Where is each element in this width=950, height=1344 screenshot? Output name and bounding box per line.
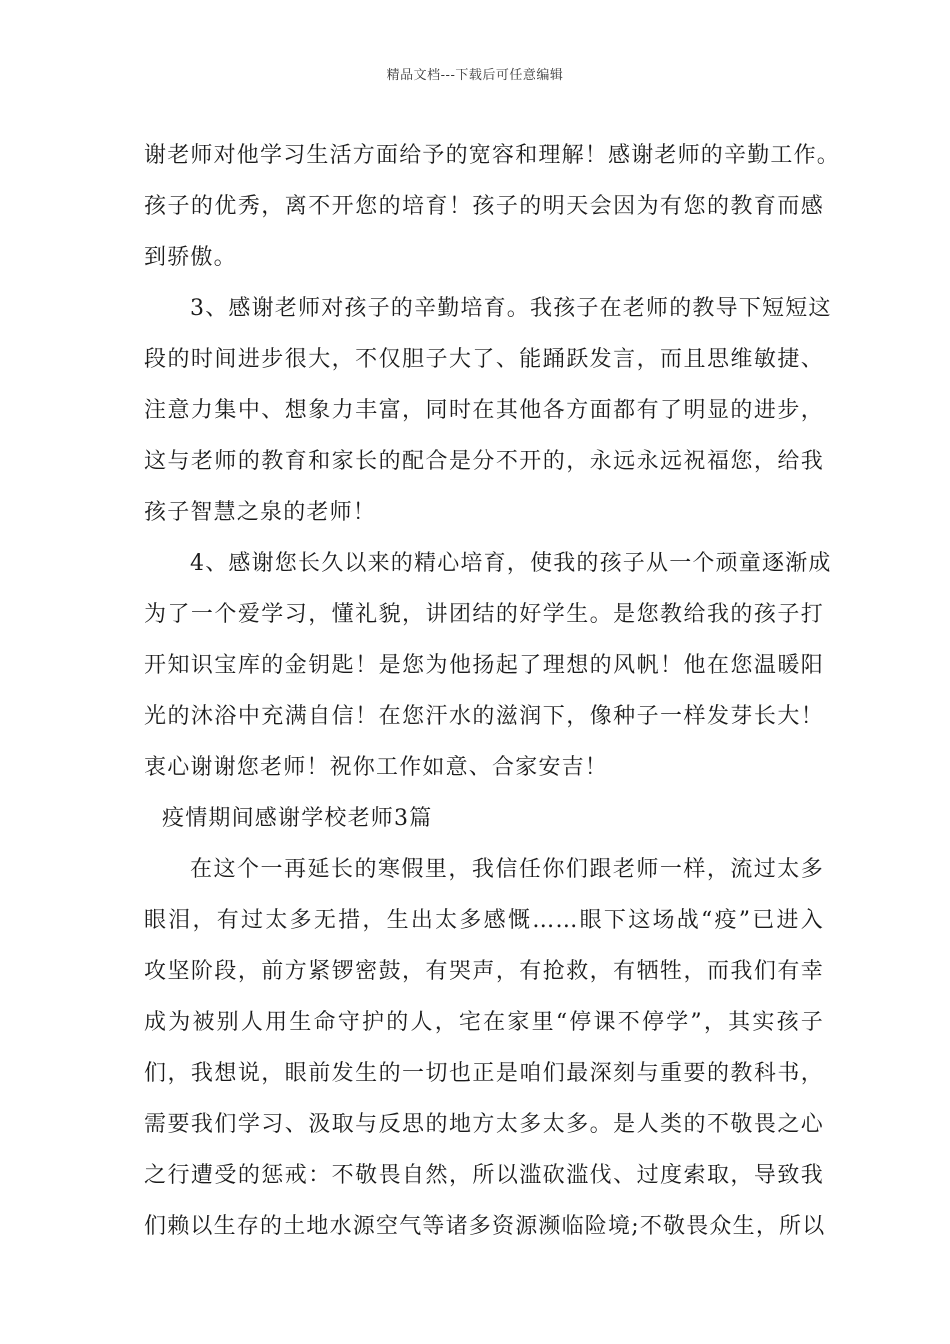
- text-line: 光的沐浴中充满自信！在您汗水的滋润下，像种子一样发芽长大！: [144, 704, 824, 729]
- text-line: 开知识宝库的金钥匙！是您为他扬起了理想的风帆！他在您温暖阳: [144, 653, 824, 678]
- text-line: 眼泪，有过太多无措，生出太多感慨……眼下这场战“疫”已进入: [144, 908, 824, 933]
- text-line: 这与老师的教育和家长的配合是分不开的，永远永远祝福您，给我: [144, 449, 824, 474]
- text-line: 谢老师对他学习生活方面给予的宽容和理解！感谢老师的辛勤工作。: [144, 143, 841, 168]
- text-line: 们，我想说，眼前发生的一切也正是咱们最深刻与重要的教科书，: [144, 1061, 824, 1086]
- text-line: 孩子的优秀，离不开您的培育！孩子的明天会因为有您的教育而感: [144, 194, 824, 219]
- text-line: 4、感谢您长久以来的精心培育，使我的孩子从一个顽童逐渐成: [190, 551, 832, 576]
- section-heading-block: [144, 793, 824, 844]
- text-line: 之行遭受的惩戒：不敬畏自然，所以滥砍滥伐、过度索取，导致我: [144, 1163, 824, 1188]
- text-line: 3、感谢老师对孩子的辛勤培育。我孩子在老师的教导下短短这: [190, 296, 832, 321]
- document-body: [144, 130, 841, 1252]
- section-heading: 疫情期间感谢学校老师3篇: [162, 806, 433, 831]
- text-line: 到骄傲。: [144, 245, 237, 270]
- text-line: 在这个一再延长的寒假里，我信任你们跟老师一样，流过太多: [190, 857, 824, 882]
- text-line: 衷心谢谢您老师！祝你工作如意、合家安吉！: [144, 755, 609, 780]
- text-line: 为了一个爱学习，懂礼貌，讲团结的好学生。是您教给我的孩子打: [144, 602, 824, 627]
- text-line: 需要我们学习、汲取与反思的地方太多太多。是人类的不敬畏之心: [144, 1112, 824, 1137]
- paragraph-1: [144, 130, 841, 283]
- text-line: 们赖以生存的土地水源空气等诸多资源濒临险境;不敬畏众生，所以: [144, 1214, 826, 1239]
- text-line: 孩子智慧之泉的老师！: [144, 500, 377, 525]
- paragraph-2: [144, 283, 832, 538]
- page-header-watermark: 精品文档---下载后可任意编辑: [386, 68, 564, 83]
- paragraph-3: [144, 538, 832, 793]
- text-line: 攻坚阶段，前方紧锣密鼓，有哭声，有抢救，有牺牲，而我们有幸: [144, 959, 824, 984]
- text-line: 注意力集中、想象力丰富，同时在其他各方面都有了明显的进步，: [144, 398, 824, 423]
- paragraph-5: [144, 844, 824, 1252]
- text-line: 段的时间进步很大，不仅胆子大了、能踊跃发言，而且思维敏捷、: [144, 347, 824, 372]
- text-line: 成为被别人用生命守护的人，宅在家里“停课不停学”，其实孩子: [144, 1010, 824, 1035]
